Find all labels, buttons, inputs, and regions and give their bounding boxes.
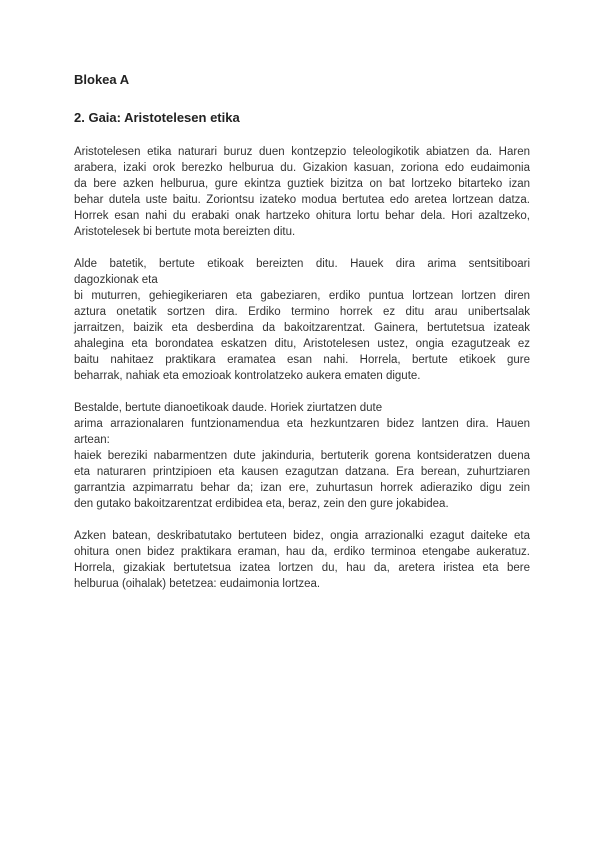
paragraph-line: aztura onetatik sortzen dira. Erdiko termino horrek ez ditu arau unibertsalak: [74, 306, 530, 318]
paragraph-line: Horrela, gizakiak bertutetsua izatea lortzen du, hau da, aretera iristea eta bere: [74, 562, 530, 574]
document-page: [74, 72, 530, 608]
paragraph: [74, 144, 530, 240]
paragraph: [74, 528, 530, 592]
paragraph-line: Aristotelesek bi bertute mota bereizten ditu.: [74, 226, 296, 238]
paragraph-line: beharrak, nahiak eta emozioak kontrolatzeko aukera ematen digute.: [74, 370, 421, 382]
paragraph-line: bi muturren, gehiegikeriaren eta gabeziaren, erdiko puntua lortzean lortzen diren: [74, 290, 530, 302]
paragraph-line: Bestalde, bertute dianoetikoak daude. Horiek ziurtatzen dute: [74, 402, 383, 414]
paragraph-line: haiek bereziki nabarmentzen dute jakinduria, bertuterik gorena kontsideratzen duena: [74, 450, 530, 462]
paragraph-line: Alde batetik, bertute etikoak bereizten ditu. Hauek dira arima sentsitiboari: [74, 258, 530, 270]
paragraph-line: arima arrazionalaren funtzionamendua eta hezkuntzaren bidez lantzen dira. Hauen: [74, 418, 530, 430]
paragraph-line: jarraitzen, baizik eta desberdina da bakoitzarentzat. Gainera, bertutetsua izateak: [74, 322, 530, 334]
section-title: 2. Gaia: Aristotelesen etika: [74, 110, 240, 125]
paragraph-line: baitu nahitaez praktikara eramatea esan nahi. Horrela, bertute etikoek gure: [74, 354, 530, 366]
paragraph-line: Azken batean, deskribatutako bertuteen bidez, ongia arrazionalki ezagut daiteke eta: [74, 530, 530, 542]
paragraph-line: garrantzia azpimarratu behar da; izan ere, zuhurtasun horrek adieraziko digu zein: [74, 482, 530, 494]
document-body: [74, 144, 530, 592]
paragraph-line: ahalegina eta borondatea eskatzen ditu, Aristotelesen ustez, ongia ezagutzeak ez: [74, 338, 530, 350]
paragraph: [74, 256, 530, 384]
paragraph-line: behar dutela uste baitu. Zoriontsu izateko modua bertutea edo aretea lortzean datza.: [74, 194, 530, 206]
paragraph-line: den gutako bakoitzarentzat erdibidea eta, beraz, zein den gure jokabidea.: [74, 498, 449, 510]
paragraph-line: helburua (oihalak) betetzea: eudaimonia lortzea.: [74, 578, 321, 590]
paragraph-line: Horrek esan nahi du erabaki onak hartzeko ohitura lortu behar dela. Hori azaltzeko,: [74, 210, 530, 222]
paragraph-line: Aristotelesen etika naturari buruz duen kontzepzio teleologikotik abiatzen da. Haren: [74, 146, 530, 158]
paragraph-line: artean:: [74, 434, 110, 446]
paragraph: [74, 400, 530, 512]
paragraph-line: dagozkionak eta: [74, 274, 158, 286]
paragraph-line: ohitura onen bidez praktikara eraman, hau da, erdiko terminoa etengabe aukeratuz.: [74, 546, 530, 558]
block-title: Blokea A: [74, 72, 130, 87]
paragraph-line: eta naturaren printzipioen eta kausen ezagutzan datzana. Era berean, zuhurtziaren: [74, 466, 530, 478]
paragraph-line: da bere azken helburua, gure ekintza guztiek bizitza on bat lortzeko bitarteko izan: [74, 178, 530, 190]
paragraph-line: arabera, izaki orok berezko helburua du. Gizakion kasuan, zoriona edo eudaimonia: [74, 162, 530, 174]
